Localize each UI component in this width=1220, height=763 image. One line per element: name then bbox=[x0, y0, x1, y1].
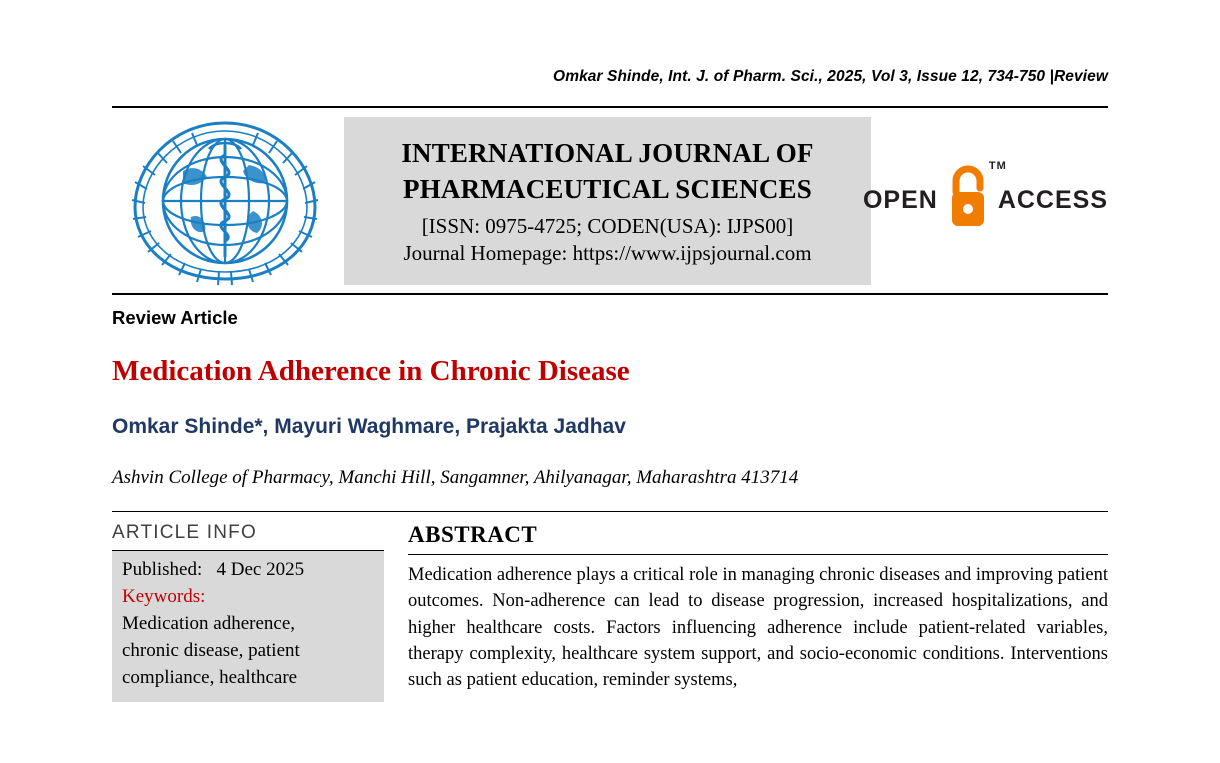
keywords-line-3: compliance, healthcare bbox=[122, 666, 298, 688]
open-access-open-label: OPEN bbox=[862, 186, 938, 214]
journal-title-block bbox=[344, 117, 871, 285]
abstract-column bbox=[384, 522, 1108, 702]
published-date: 4 Dec 2025 bbox=[216, 559, 305, 580]
document-page bbox=[0, 68, 1220, 763]
article-type-label: Review Article bbox=[112, 307, 238, 328]
journal-title-line-2: PHARMACEUTICAL SCIENCES bbox=[403, 173, 812, 204]
journal-homepage: Journal Homepage: https://www.ijpsjournal.com bbox=[403, 240, 812, 265]
published-line bbox=[122, 557, 374, 584]
page-title: Medication Adherence in Chronic Disease bbox=[112, 355, 630, 387]
open-access-access-label: ACCESS bbox=[997, 186, 1108, 214]
keywords-line-2: chronic disease, patient bbox=[122, 639, 300, 661]
keywords-label: Keywords: bbox=[122, 585, 206, 607]
section-divider bbox=[112, 511, 1108, 512]
who-emblem-logo bbox=[112, 115, 337, 287]
keywords-line-1: Medication adherence, bbox=[122, 612, 296, 634]
abstract-heading: ABSTRACT bbox=[408, 522, 538, 547]
article-info-heading: ARTICLE INFO bbox=[112, 522, 257, 543]
open-access-lock-icon bbox=[942, 160, 1007, 239]
article-info-abstract-columns bbox=[112, 522, 1108, 702]
article-info-column bbox=[112, 522, 384, 702]
journal-issn: [ISSN: 0975-4725; CODEN(USA): IJPS00] bbox=[421, 213, 794, 238]
open-access-badge bbox=[862, 160, 1108, 239]
journal-title-line-1: INTERNATIONAL JOURNAL OF bbox=[401, 137, 814, 168]
header-divider-bottom bbox=[112, 293, 1108, 295]
published-label: Published: bbox=[122, 559, 203, 580]
abstract-divider bbox=[408, 554, 1108, 555]
running-head: Omkar Shinde, Int. J. of Pharm. Sci., 2025, Vol 3, Issue 12, 734-750 |Review bbox=[553, 68, 1108, 85]
abstract-text: Medication adherence plays a critical role in managing chronic diseases and improving patient outcomes. Non-adherence can lead to disease progression, increased hospitalizations, and higher healthcare costs. Factors influencing adherence include patient-related variables, therapy complexity, healthcare system support, and socio-economic conditions. Interventions such as patient education, reminder systems, bbox=[408, 565, 1108, 691]
trademark-symbol: TM bbox=[988, 160, 1007, 172]
author-list: Omkar Shinde*, Mayuri Waghmare, Prajakta Jadhav bbox=[112, 415, 626, 438]
journal-masthead bbox=[112, 108, 1108, 293]
affiliation: Ashvin College of Pharmacy, Manchi Hill, Sangamner, Ahilyanagar, Maharashtra 413714 bbox=[112, 467, 799, 488]
article-info-box bbox=[112, 550, 384, 702]
